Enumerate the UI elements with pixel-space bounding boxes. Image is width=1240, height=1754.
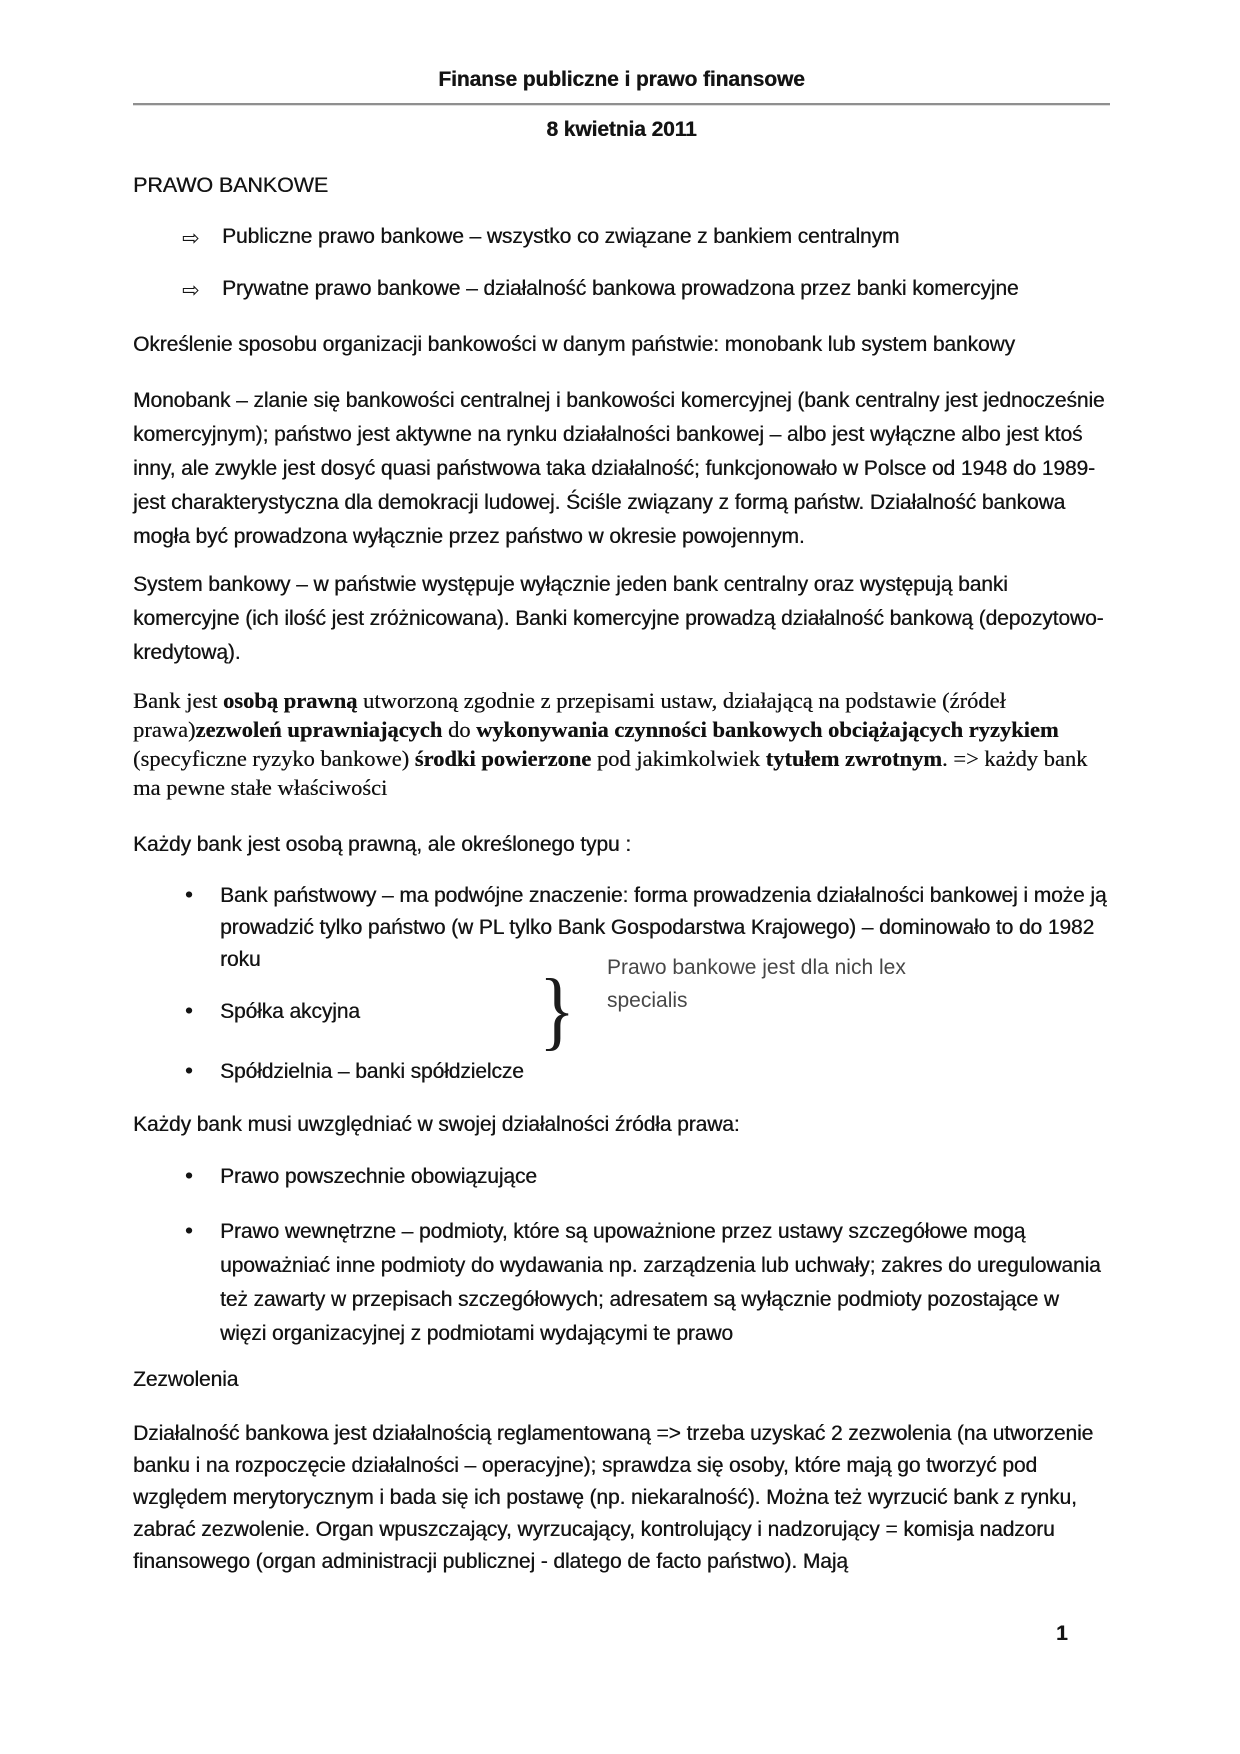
list-item-text: Prawo wewnętrzne – podmioty, które są upoważnione przez ustawy szczegółowe mogą upoważniać inne podmioty do wydawania np. zarządzenia lub uchwały; zakres do uregulowania też zawarty w przepisach szczegółowych; adresatem są wyłącznie podmioty pozostające w więzi organizacyjnej z podmiotami wydającymi te prawo <box>220 1220 1101 1345</box>
definition-segment-bold: środki powierzone <box>414 746 592 771</box>
definition-segment-bold: zezwoleń uprawniających <box>195 717 443 742</box>
round-bullet-icon: • <box>185 1058 193 1083</box>
list-item-prawo-wewnetrzne <box>133 1215 1110 1351</box>
definition-segment: pod jakimkolwiek <box>591 746 766 771</box>
list-item-text: Publiczne prawo bankowe – wszystko co związane z bankiem centralnym <box>222 225 900 248</box>
round-bullet-icon: • <box>185 1163 193 1188</box>
header-divider-line <box>133 103 1110 105</box>
round-bullet-icon: • <box>185 1218 193 1243</box>
page-header <box>133 64 1110 146</box>
definition-segment: (specyficzne ryzyko bankowe) <box>133 746 415 771</box>
lecture-date: 8 kwietnia 2011 <box>546 118 697 141</box>
law-sources-list <box>133 1160 1110 1351</box>
arrow-bullet-icon: ⇨ <box>182 278 200 302</box>
paragraph-bank-definition <box>133 686 1110 802</box>
definition-segment-bold: osobą prawną <box>223 688 358 713</box>
list-item-prawo-powszechne <box>133 1160 1110 1194</box>
definition-segment: Bank jest <box>133 688 223 713</box>
round-bullet-icon: • <box>185 882 193 907</box>
definition-segment: . => każdy bank ma pewne stałe właściwości <box>133 746 1088 800</box>
list-item-text: Bank państwowy – ma podwójne znaczenie: forma prowadzenia działalności bankowej i może ją prowadzić tylko państwo (w PL tylko Bank Gospodarstwa Krajowego) – dominowało to do 1982 roku <box>220 884 1107 971</box>
arrow-bullet-list <box>133 220 1110 306</box>
paragraph-monobank: Monobank – zlanie się bankowości centralnej i bankowości komercyjnej (bank centralny jest jednocześnie komercyjnym); państwo jest aktywne na rynku działalności bankowej – albo jest wyłączne albo jest ktoś inny, ale zwykle jest dosyć quasi państwowa taka działalność; funkcjonowało w Polsce od 1948 do 1989- jest charakterystyczna dla demokracji ludowej. Ściśle związany z formą państw. Działalność bankowa mogła być prowadzona wyłącznie przez państwo w okresie powojennym. <box>133 389 1105 548</box>
paragraph-organization: Określenie sposobu organizacji bankowości w danym państwie: monobank lub system bankowy <box>133 333 1015 356</box>
list-item-prywatne-prawo <box>133 272 1110 306</box>
section-heading-prawo-bankowe: PRAWO BANKOWE <box>133 173 329 197</box>
definition-segment-bold: wykonywania czynności bankowych obciążających ryzykiem <box>476 717 1059 742</box>
definition-segment: utworzoną zgodnie z przepisami ustaw, działającą na podstawie (źródeł prawa) <box>133 688 1006 742</box>
definition-segment: do <box>442 717 477 742</box>
document-body <box>133 168 1110 1578</box>
paragraph-zezwolenia: Działalność bankowa jest działalnością reglamentowaną => trzeba uzyskać 2 zezwolenia (na utworzenie banku i na rozpoczęcie działalności – operacyjne); sprawdza się osoby, które mają go tworzyć pod względem merytorycznym i bada się ich postawę (np. niekaralność). Można też wyrzucić bank z rynku, zabrać zezwolenie. Organ wpuszczający, wyrzucający, kontrolujący i nadzorujący = komisja nadzoru finansowego (organ administracji publicznej - dlatego de facto państwo). Mają <box>133 1422 1094 1573</box>
list-item-publiczne-prawo <box>133 220 1110 254</box>
bank-types-list <box>133 880 1110 1088</box>
paragraph-system-bankowy: System bankowy – w państwie występuje wyłącznie jeden bank centralny oraz występują banki komercyjne (ich ilość jest zróżnicowana). Banki komercyjne prowadzą działalność bankową (depozytowo-kredytową). <box>133 573 1104 664</box>
grouping-brace-icon: } <box>539 962 576 1059</box>
page-number: 1 <box>1056 1622 1068 1645</box>
round-bullet-icon: • <box>185 998 193 1023</box>
arrow-bullet-icon: ⇨ <box>182 226 200 250</box>
paragraph-sources-intro: Każdy bank musi uwzględniać w swojej działalności źródła prawa: <box>133 1113 740 1136</box>
definition-segment-bold: tytułem zwrotnym <box>765 746 942 771</box>
list-item-text: Spółka akcyjna <box>220 1000 360 1023</box>
paragraph-types-intro: Każdy bank jest osobą prawną, ale określonego typu : <box>133 833 631 856</box>
list-item-spoldzielnia <box>133 1056 1110 1088</box>
section-heading-zezwolenia: Zezwolenia <box>133 1368 239 1391</box>
list-item-text: Prawo powszechnie obowiązujące <box>220 1165 537 1188</box>
margin-annotation-lex-specialis: Prawo bankowe jest dla nich lex specialis <box>607 956 906 1012</box>
course-title: Finanse publiczne i prawo finansowe <box>438 68 805 91</box>
list-item-text: Prywatne prawo bankowe – działalność bankowa prowadzona przez banki komercyjne <box>222 277 1019 300</box>
list-item-text: Spółdzielnia – banki spółdzielcze <box>220 1060 524 1083</box>
